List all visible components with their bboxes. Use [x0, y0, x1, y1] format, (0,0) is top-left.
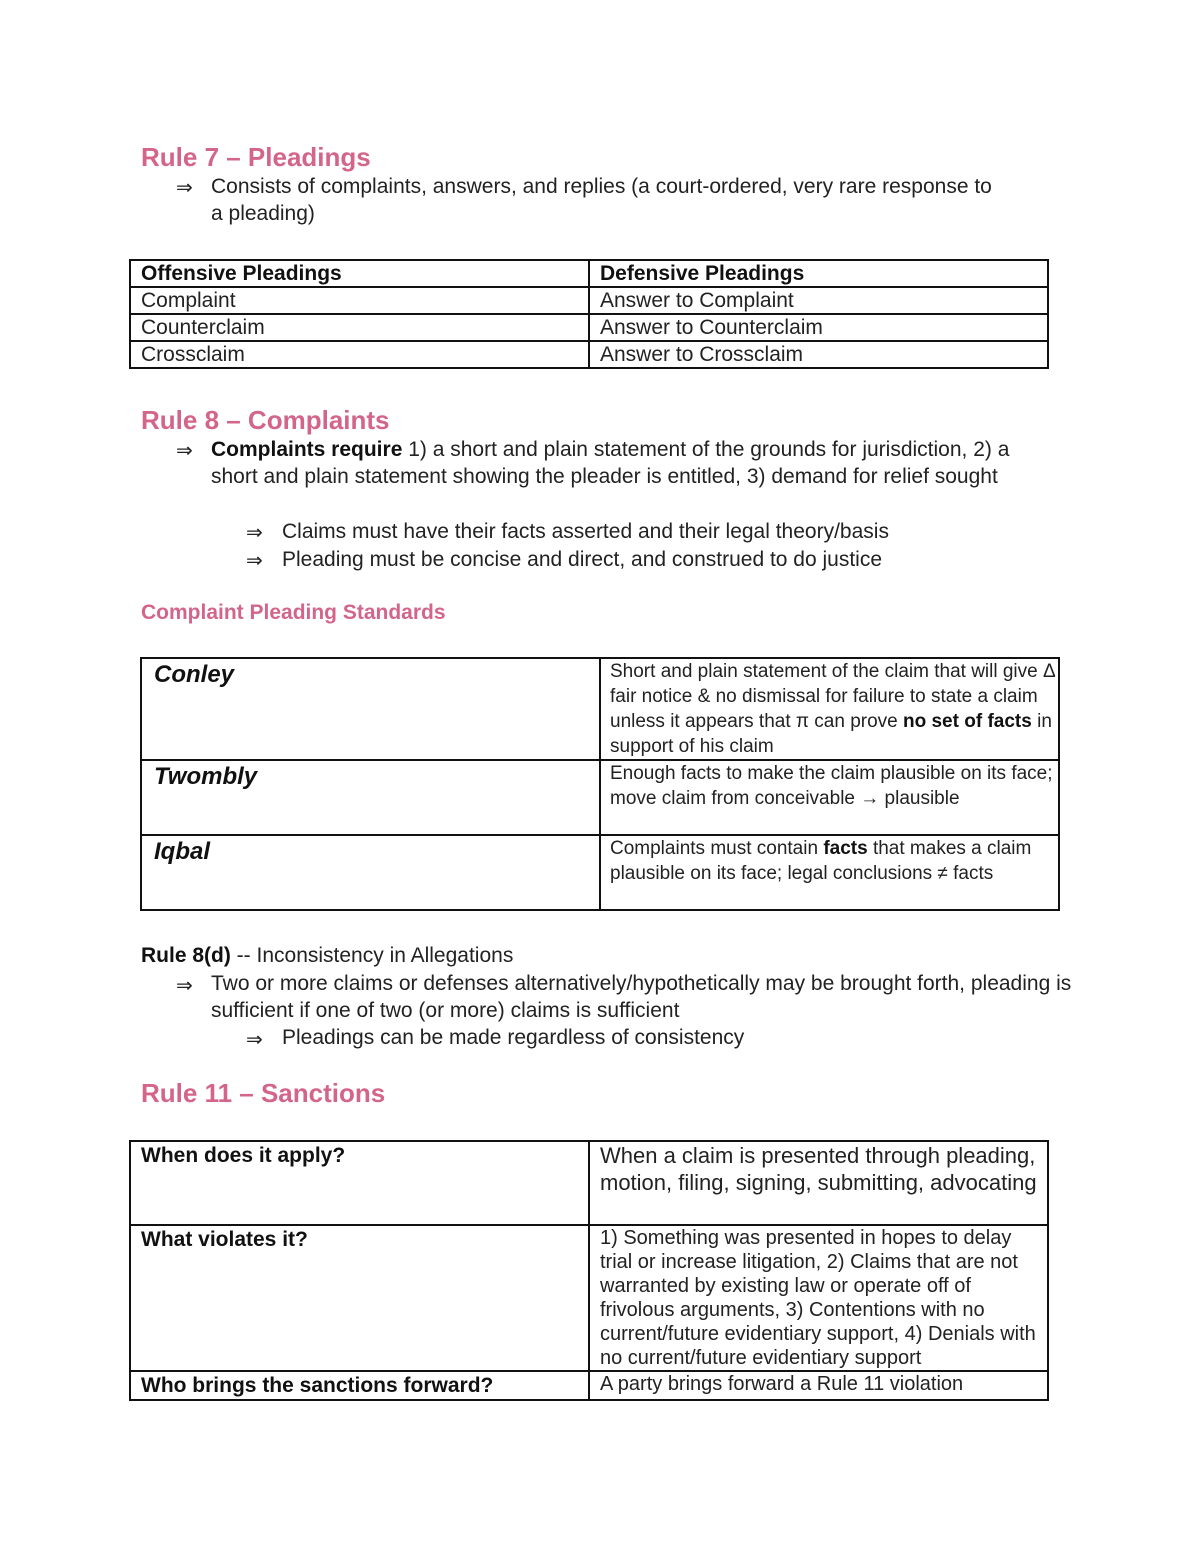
standards-table — [140, 657, 1060, 911]
rule8-bullet-text: 1) a short and plain statement of the grounds for jurisdiction, 2) a short and plain statement showing the pleader is entitled, 3) demand for relief sought — [211, 438, 1010, 488]
sanctions-question: Who brings the sanctions forward? — [130, 1371, 589, 1400]
case-description — [600, 658, 1059, 760]
arrow-icon: ⇒ — [176, 177, 193, 199]
table-row — [130, 314, 1048, 341]
table-row — [130, 1371, 1048, 1400]
case-description — [600, 835, 1059, 910]
table-cell: Answer to Complaint — [589, 287, 1048, 314]
table-row — [130, 1225, 1048, 1371]
rule8d-heading — [141, 942, 513, 969]
rule8d-title: -- Inconsistency in Allegations — [230, 944, 514, 967]
case-text-bold: no set of facts — [903, 711, 1032, 732]
arrow-icon: ⇒ — [246, 1029, 263, 1051]
table-cell: Complaint — [130, 287, 589, 314]
arrow-icon: ⇒ — [246, 550, 263, 572]
table-row — [130, 341, 1048, 368]
table-header: Offensive Pleadings — [130, 260, 589, 287]
table-row — [141, 760, 1059, 835]
case-name: Iqbal — [141, 835, 600, 910]
table-row — [130, 260, 1048, 287]
pleadings-table — [129, 259, 1049, 369]
case-text-bold: facts — [823, 838, 868, 859]
table-cell: Answer to Crossclaim — [589, 341, 1048, 368]
table-row — [130, 287, 1048, 314]
sanctions-question: When does it apply? — [130, 1141, 589, 1225]
case-text: Short and plain statement of the claim that will give Δ fair notice & no dismissal for failure to state a claim unless it appears that π can prove — [610, 661, 1055, 732]
case-description — [600, 760, 1059, 835]
rule7-bullet: Consists of complaints, answers, and replies (a court-ordered, very rare response to a pleading) — [211, 175, 992, 225]
sanctions-answer: When a claim is presented through pleading, motion, filing, signing, submitting, advocating — [589, 1141, 1048, 1225]
table-header: Defensive Pleadings — [589, 260, 1048, 287]
rule11-heading: Rule 11 – Sanctions — [141, 1078, 386, 1108]
arrow-icon: ⇒ — [246, 522, 263, 544]
table-cell: Answer to Counterclaim — [589, 314, 1048, 341]
arrow-icon: ⇒ — [176, 440, 193, 462]
rule8d-sub: Pleadings can be made regardless of consistency — [282, 1026, 745, 1049]
rule8-sub2: Pleading must be concise and direct, and construed to do justice — [282, 548, 883, 571]
standards-heading: Complaint Pleading Standards — [141, 601, 446, 624]
case-text: in support of his claim — [610, 711, 1052, 757]
arrow-icon: ⇒ — [176, 975, 193, 997]
case-text: that makes a claim plausible on its face; legal conclusions ≠ facts — [610, 838, 1032, 884]
rule8-heading: Rule 8 – Complaints — [141, 405, 390, 435]
sanctions-answer: A party brings forward a Rule 11 violation — [589, 1371, 1048, 1400]
sanctions-table — [129, 1140, 1049, 1401]
sanctions-answer: 1) Something was presented in hopes to delay trial or increase litigation, 2) Claims that are not warranted by existing law or operate off of frivolous arguments, 3) Contentions with no current/future evidentiary support, 4) Denials with no current/future evidentiary support — [589, 1225, 1048, 1371]
table-row — [130, 1141, 1048, 1225]
rule8-sub1: Claims must have their facts asserted and their legal theory/basis — [282, 520, 889, 543]
table-cell: Counterclaim — [130, 314, 589, 341]
rule8-bullet-bold: Complaints require — [211, 438, 403, 461]
rule8d-label: Rule 8(d) — [141, 944, 231, 967]
case-name: Twombly — [141, 760, 600, 835]
table-row — [141, 658, 1059, 760]
case-name: Conley — [141, 658, 600, 760]
table-cell: Crossclaim — [130, 341, 589, 368]
rule8-bullet — [211, 436, 1021, 490]
case-text: Enough facts to make the claim plausible on its face; move claim from conceivable → plausible — [610, 763, 1053, 809]
sanctions-question: What violates it? — [130, 1225, 589, 1371]
rule8d-bullet: Two or more claims or defenses alternatively/hypothetically may be brought forth, pleading is sufficient if one of two (or more) claims is sufficient — [211, 972, 1072, 1022]
table-row — [141, 835, 1059, 910]
rule7-heading: Rule 7 – Pleadings — [141, 142, 371, 172]
case-text: Complaints must contain — [610, 838, 824, 859]
